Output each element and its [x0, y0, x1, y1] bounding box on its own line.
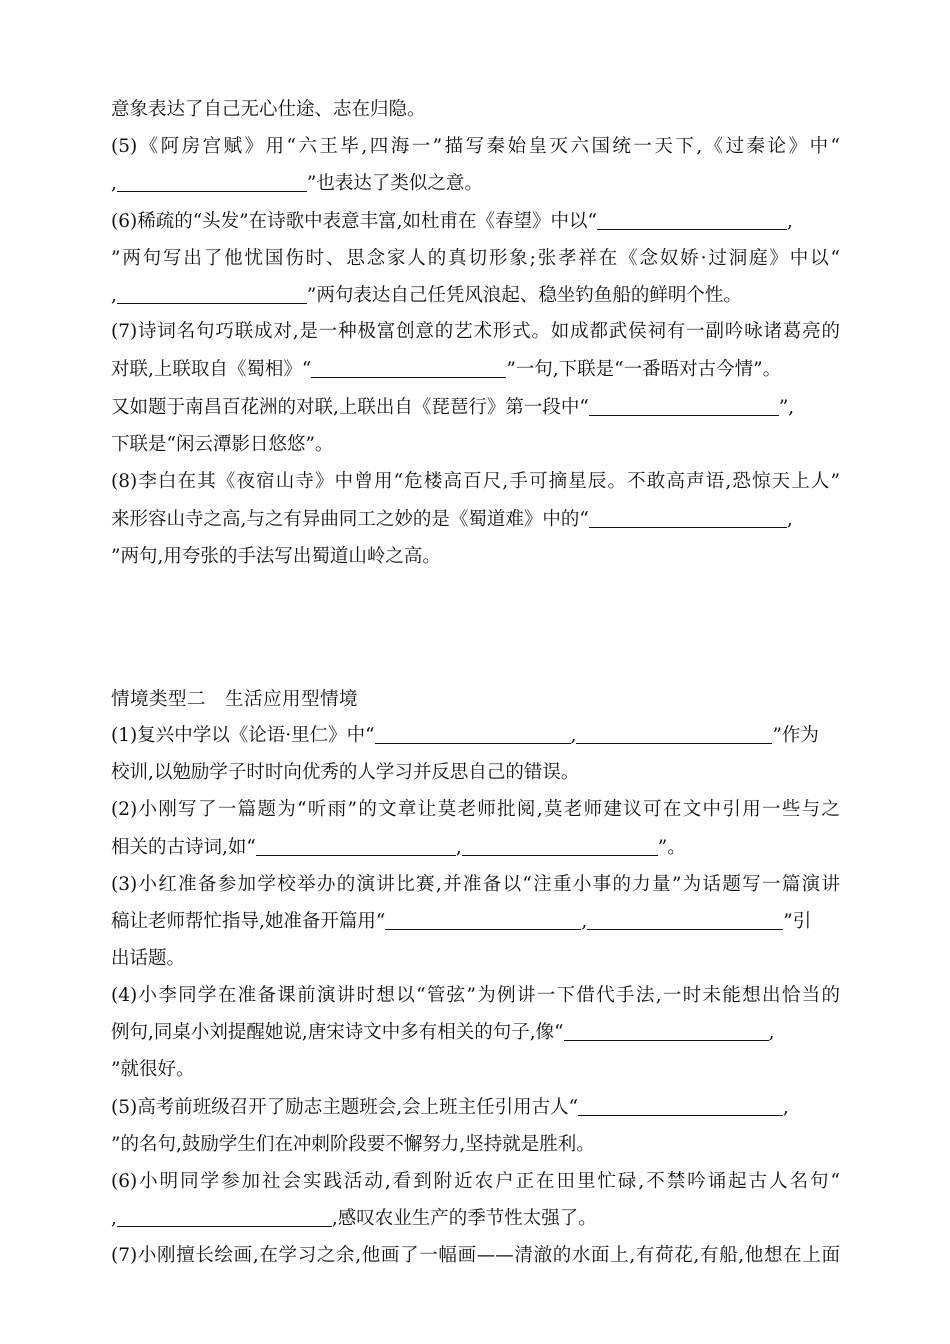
- text: (8)李白在其《夜宿山寺》中曾用“危楼高百尺,手可摘星辰。不敢高声语,恐惊天上人”: [111, 471, 840, 492]
- text-line: [111, 433, 840, 457]
- text-line: [111, 135, 840, 159]
- text: 下联是“闲云潭影日悠悠”。: [111, 434, 334, 455]
- text: ,感叹农业生产的季节性太强了。: [331, 1208, 597, 1229]
- text: ”就很好。: [111, 1059, 195, 1080]
- text: ,: [768, 1022, 775, 1043]
- text-line: [111, 284, 840, 308]
- text: (7)诗词名句巧联成对,是一种极富创意的艺术形式。如成都武侯祠有一副吟咏诸葛亮的: [111, 321, 840, 342]
- fill-in-blank[interactable]: [385, 911, 581, 930]
- text-line: [111, 172, 840, 196]
- fill-in-blank[interactable]: [117, 173, 307, 192]
- text: 出话题。: [111, 948, 186, 969]
- text-line: [111, 1133, 840, 1157]
- text: ”两句,用夸张的手法写出蜀道山岭之高。: [111, 546, 441, 567]
- fill-in-blank[interactable]: [256, 837, 456, 856]
- fill-in-blank[interactable]: [578, 1097, 783, 1116]
- fill-in-blank[interactable]: [117, 1208, 332, 1227]
- fill-in-blank[interactable]: [589, 397, 779, 416]
- text: 稿让老师帮忙指导,她准备开篇用“: [111, 911, 386, 932]
- text: 意象表达了自己无心仕途、志在归隐。: [111, 99, 426, 120]
- text: ,: [111, 173, 117, 194]
- fill-in-blank[interactable]: [311, 359, 506, 378]
- text: (4)小李同学在准备课前演讲时想以“管弦”为例讲一下借代手法,一时未能想出恰当的: [111, 985, 840, 1006]
- text: ,: [581, 911, 588, 932]
- text-line: [111, 210, 840, 234]
- text: 相关的古诗词,如“: [111, 837, 256, 858]
- text: (6)稀疏的“头发”在诗歌中表意丰富,如杜甫在《春望》中以“: [111, 211, 597, 232]
- text-line: [111, 724, 840, 748]
- text: ”一句,下联是“一番晤对古今情”。: [506, 359, 782, 380]
- text: ”引: [783, 911, 812, 932]
- fill-in-blank[interactable]: [589, 509, 787, 528]
- text: ,: [455, 837, 462, 858]
- text: (2)小刚写了一篇题为“听雨”的文章让莫老师批阅,莫老师建议可在文中引用一些与之: [111, 799, 840, 820]
- fill-in-blank[interactable]: [375, 725, 571, 744]
- text: (3)小红准备参加学校举办的演讲比赛,并准备以“注重小事的力量”为话题写一篇演讲: [111, 874, 840, 895]
- text-line: [111, 396, 840, 420]
- text-line: [111, 836, 840, 860]
- text-line: [111, 508, 840, 532]
- heading-text: 情境类型二 生活应用型情境: [111, 689, 359, 710]
- text-line: [111, 984, 840, 1008]
- text-line: [111, 1021, 840, 1045]
- text: ”两句表达自己任凭风浪起、稳坐钓鱼船的鲜明个性。: [306, 285, 742, 306]
- fill-in-blank[interactable]: [564, 1022, 769, 1041]
- text-line: [111, 1058, 840, 1082]
- text-line: [111, 545, 840, 569]
- text-line: [111, 1170, 840, 1194]
- text: ,: [111, 285, 117, 306]
- text: ,: [570, 725, 577, 746]
- text: ,: [786, 509, 793, 530]
- text-line: [111, 798, 840, 822]
- text: ”也表达了类似之意。: [306, 173, 483, 194]
- fill-in-blank[interactable]: [597, 211, 787, 230]
- text: 对联,上联取自《蜀相》“: [111, 359, 312, 380]
- text: ”两句写出了他忧国伤时、思念家人的真切形象;张孝祥在《念奴娇·过洞庭》中以“: [111, 248, 840, 269]
- text-line: [111, 910, 840, 934]
- fill-in-blank[interactable]: [462, 837, 658, 856]
- text-line: [111, 247, 840, 271]
- text: (1)复兴中学以《论语·里仁》中“: [111, 725, 375, 746]
- text-line: [111, 98, 840, 122]
- fill-in-blank[interactable]: [576, 725, 772, 744]
- text-line: [111, 358, 840, 382]
- text: (5)《阿房宫赋》用“六王毕,四海一”描写秦始皇灭六国统一天下,《过秦论》中“: [111, 136, 840, 157]
- fill-in-blank[interactable]: [587, 911, 783, 930]
- text: 又如题于南昌百花洲的对联,上联出自《琵琶行》第一段中“: [111, 397, 589, 418]
- text-line: [111, 1207, 840, 1231]
- text: ,: [783, 1097, 789, 1118]
- text: 校训,以勉励学子时时向优秀的人学习并反思自己的错误。: [111, 762, 580, 783]
- text: ,: [111, 1208, 117, 1229]
- text: ”作为: [772, 725, 819, 746]
- text: ”。: [657, 837, 686, 858]
- text-line: [111, 761, 840, 785]
- text: ”的名句,鼓励学生们在冲刺阶段要不懈努力,坚持就是胜利。: [111, 1134, 595, 1155]
- text: 例句,同桌小刘提醒她说,唐宋诗文中多有相关的句子,像“: [111, 1022, 564, 1043]
- fill-in-blank[interactable]: [117, 285, 307, 304]
- text-line: [111, 947, 840, 971]
- text: 来形容山寺之高,与之有异曲同工之妙的是《蜀道难》中的“: [111, 509, 589, 530]
- section-heading: [111, 688, 840, 712]
- text-line: [111, 873, 840, 897]
- text-line: [111, 1096, 840, 1120]
- text: (5)高考前班级召开了励志主题班会,会上班主任引用古人“: [111, 1097, 579, 1118]
- text: ”,: [778, 397, 795, 418]
- text-line: [111, 320, 840, 344]
- text-line: [111, 470, 840, 494]
- text-line: [111, 1244, 840, 1268]
- text: ,: [786, 211, 793, 232]
- text: (6)小明同学参加社会实践活动,看到附近农户正在田里忙碌,不禁吟诵起古人名句“: [111, 1171, 840, 1192]
- text: (7)小刚擅长绘画,在学习之余,他画了一幅画——清澈的水面上,有荷花,有船,他想在上面: [111, 1245, 840, 1266]
